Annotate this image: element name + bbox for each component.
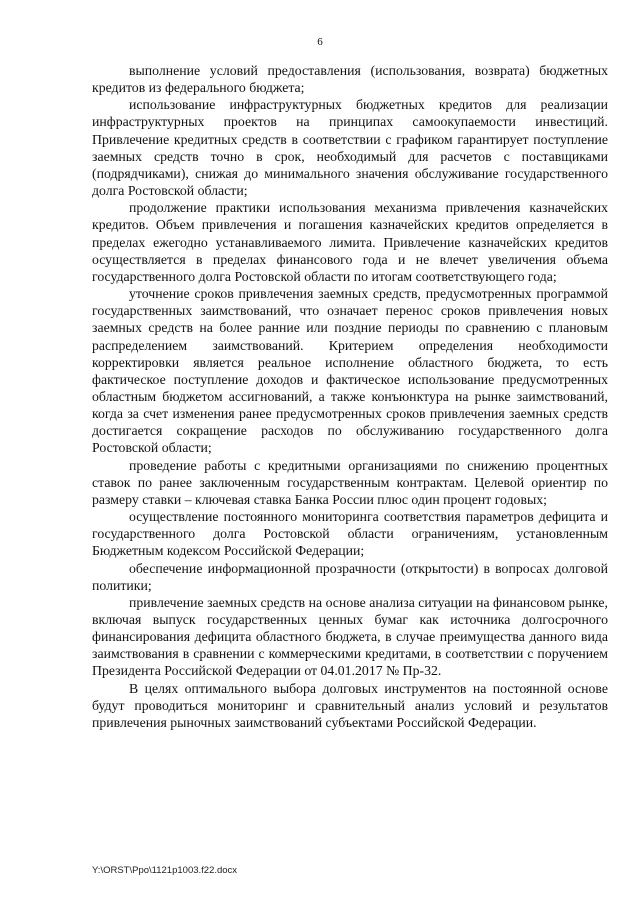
paragraph: продолжение практики использования механизма привлечения казначейских кредитов. Объем привлечения и погашения казначейских кредитов определяется в пределах ежегодно устанавливаемого лимита. Привлечение казначейских кредитов осуществляется в пределах финансового года и не влечет увеличения объема государственного долга Ростовской области по итогам соответствующего года; [92, 200, 608, 284]
paragraph: использование инфраструктурных бюджетных кредитов для реализации инфраструктурных проектов на принципах самоокупаемости инвестиций. Привлечение кредитных средств в соответствии с графиком гарантирует поступление заемных средств точно в срок, необходимый для расчетов с поставщиками (подрядчиками), снижая до минимального значения обслуживание государственного долга Ростовской области; [92, 97, 608, 199]
paragraph: обеспечение информационной прозрачности (открытости) в вопросах долговой политики; [92, 560, 608, 593]
page-number: 6 [317, 36, 323, 48]
file-path-footer: Y:\ORST\Ppo\1121p1003.f22.docx [92, 865, 238, 876]
paragraph: уточнение сроков привлечения заемных средств, предусмотренных программой государственных заимствований, что означает перенос сроков привлечения новых заемных средств на более ранние или поздние периоды по сравнению с плановым распределением заимствований. Критерием определения необходимости корректировки является реальное исполнение областного бюджета, то есть фактическое поступление доходов и фактическое использование предусмотренных областным бюджетом ассигнований, а также конъюнктура на рынке заимствований, когда за счет изменения ранее предусмотренных сроков привлечения заемных средств достигается сокращение расходов по обслуживанию государственного долга Ростовской области; [92, 286, 608, 456]
paragraph: проведение работы с кредитными организациями по снижению процентных ставок по ранее заключенным государственным контрактам. Целевой ориентир по размеру ставки – ключевая ставка Банка России плюс один процент годовых; [92, 457, 608, 507]
paragraph: привлечение заемных средств на основе анализа ситуации на финансовом рынке, включая выпуск государственных ценных бумаг как источника долгосрочного финансирования дефицита областного бюджета, в случае преимущества данного вида заимствования в сравнении с коммерческими кредитами, в соответствии с поручением Президента Российской Федерации от 04.01.2017 № Пр-32. [92, 594, 608, 679]
paragraph: осуществление постоянного мониторинга соответствия параметров дефицита и государственного долга Ростовской области ограничениям, установленным Бюджетным кодексом Российской Федерации; [92, 509, 608, 559]
paragraph: В целях оптимального выбора долговых инструментов на постоянной основе будут проводиться мониторинг и сравнительный анализ условий и результатов привлечения рыночных заимствований субъектами Российской Федерации. [92, 680, 608, 730]
paragraph: выполнение условий предоставления (использования, возврата) бюджетных кредитов из федерального бюджета; [92, 63, 608, 96]
document-body [92, 62, 608, 731]
